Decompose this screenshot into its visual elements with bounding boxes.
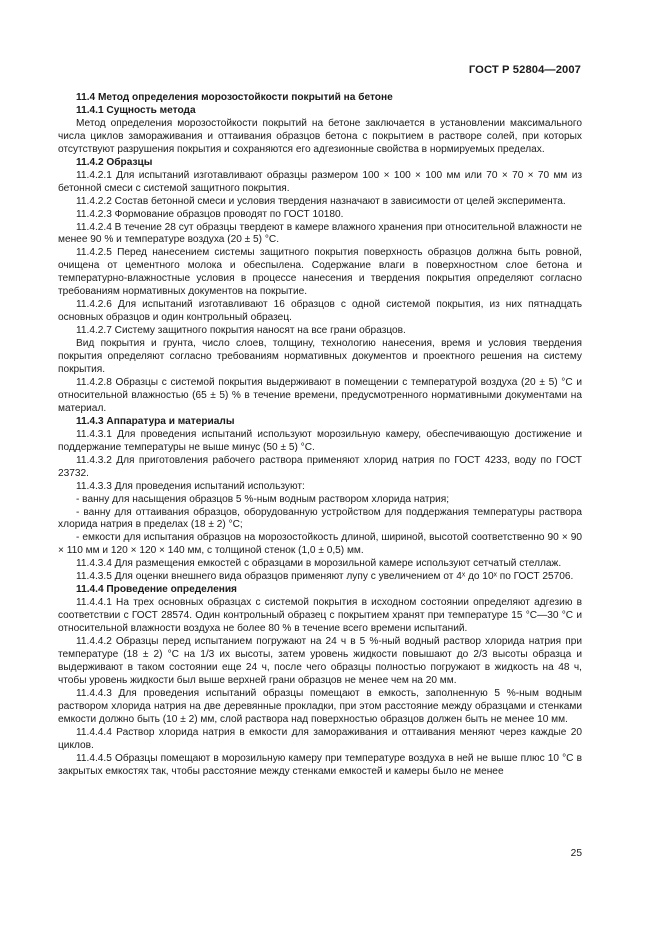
- page-number: 25: [570, 848, 582, 859]
- subsection-heading: 11.4.2 Образцы: [76, 156, 153, 168]
- paragraph: 11.4.2.8 Образцы с системой покрытия выдерживают в помещении с температурой воздуха (20 ± 5) °С и относительной влажностью (65 ± 5) % в течение времени, предусмотренного нормативными документами на материал.: [58, 376, 582, 414]
- paragraph: 11.4.3.1 Для проведения испытаний используют морозильную камеру, обеспечивающую достижение и поддержание температуры не выше минус (50 ± 5) °С.: [58, 428, 582, 453]
- subsection-heading: 11.4.4 Проведение определения: [76, 584, 237, 596]
- list-item: - ванну для оттаивания образцов, оборудованную устройством для поддержания температуры раствора хлорида натрия в пределах (18 ± 2) °С;: [58, 506, 582, 531]
- paragraph: 11.4.3.5 Для оценки внешнего вида образцов применяют лупу с увеличением от 4ˣ до 10ˣ по ГОСТ 25706.: [76, 571, 574, 583]
- paragraph: 11.4.4.5 Образцы помещают в морозильную камеру при температуре воздуха в ней не выше плюс 10 °С в закрытых емкостях так, чтобы расстояние между стенками емкостей и камеры было не менее: [58, 752, 582, 777]
- paragraph: 11.4.2.3 Формование образцов проводят по ГОСТ 10180.: [76, 208, 344, 220]
- section-heading: 11.4 Метод определения морозостойкости покрытий на бетоне: [76, 92, 393, 103]
- paragraph: 11.4.2.4 В течение 28 сут образцы твердеют в камере влажного хранения при относительной влажности не менее 90 % и температуре воздуха (20 ± 5) °С.: [58, 221, 582, 246]
- subsection-heading: 11.4.1 Сущность метода: [76, 104, 196, 116]
- paragraph: Вид покрытия и грунта, число слоев, толщину, технологию нанесения, время и условия твердения покрытия определяют согласно требованиям нормативных документов и проектного решения на систему покрытия.: [58, 338, 582, 376]
- paragraph: 11.4.3.2 Для приготовления рабочего раствора применяют хлорид натрия по ГОСТ 4233, воду по ГОСТ 23732.: [58, 454, 582, 479]
- paragraph: 11.4.3.4 Для размещения емкостей с образцами в морозильной камере используют сетчатый стеллаж.: [76, 558, 562, 570]
- list-item: - ванну для насыщения образцов 5 %-ным водным раствором хлорида натрия;: [76, 493, 450, 505]
- paragraph: 11.4.3.3 Для проведения испытаний используют:: [76, 480, 305, 492]
- paragraph: 11.4.4.3 Для проведения испытаний образцы помещают в емкость, заполненную 5 %-ным водным раствором хлорида натрия на две деревянные прокладки, при этом расстояние между образцами и стенками емкости должно быть (10 ± 2) мм, слой раствора над поверхностью образцов должен быть не менее 10 мм.: [58, 687, 582, 725]
- document-header: ГОСТ Р 52804—2007: [468, 64, 581, 76]
- paragraph: 11.4.2.1 Для испытаний изготавливают образцы размером 100 × 100 × 100 мм или 70 × 70 × 70 мм из бетонной смеси с системой защитного покрытия.: [58, 169, 582, 194]
- paragraph: 11.4.2.7 Систему защитного покрытия наносят на все грани образцов.: [76, 325, 406, 337]
- paragraph: 11.4.4.1 На трех основных образцах с системой покрытия в исходном состоянии определяют адгезию в соответствии с ГОСТ 28574. Один контрольный образец с покрытием хранят при температуре 15 °С—30 °С и относительной влажности воздуха не более 80 % в течение всего времени испытаний.: [58, 597, 582, 635]
- list-item: - емкости для испытания образцов на морозостойкость длиной, шириной, высотой соответственно 90 × 90 × 110 мм и 120 × 120 × 140 мм, с толщиной стенок (1,0 ± 0,5) мм.: [58, 532, 582, 557]
- paragraph: 11.4.2.6 Для испытаний изготавливают 16 образцов с одной системой покрытия, из них пятнадцать основных образцов и один контрольный образец.: [58, 299, 582, 324]
- document-body: [58, 92, 582, 779]
- paragraph: 11.4.2.2 Состав бетонной смеси и условия твердения назначают в зависимости от целей эксперимента.: [76, 195, 566, 207]
- paragraph: Метод определения морозостойкости покрытий на бетоне заключается в установлении максимального числа циклов замораживания и оттаивания образцов бетона с покрытием в растворе солей, при которых отсутствуют разрушения покрытия и сохраняются его адгезионные свойства в нормируемых пределах.: [58, 117, 582, 155]
- paragraph: 11.4.4.2 Образцы перед испытанием погружают на 24 ч в 5 %-ный водный раствор хлорида натрия при температуре (18 ± 2) °С на 1/3 их высоты, затем уровень жидкости повышают до 2/3 высоты образца и выдерживают в таком состоянии еще 24 ч, после чего образцы полностью погружают в жидкость на 48 ч, чтобы уровень жидкости был выше верхней грани образцов не менее чем на 20 мм.: [58, 636, 582, 686]
- paragraph: 11.4.4.4 Раствор хлорида натрия в емкости для замораживания и оттаивания меняют через каждые 20 циклов.: [58, 726, 582, 751]
- subsection-heading: 11.4.3 Аппаратура и материалы: [76, 415, 235, 427]
- paragraph: 11.4.2.5 Перед нанесением системы защитного покрытия поверхность образцов должна быть ровной, очищена от цементного молока и обеспылена. Содержание влаги в поверхностном слое бетона и температурно-влажностные условия в процессе нанесения и твердения покрытия определяют согласно требованиям нормативных документов на покрытие.: [58, 247, 582, 298]
